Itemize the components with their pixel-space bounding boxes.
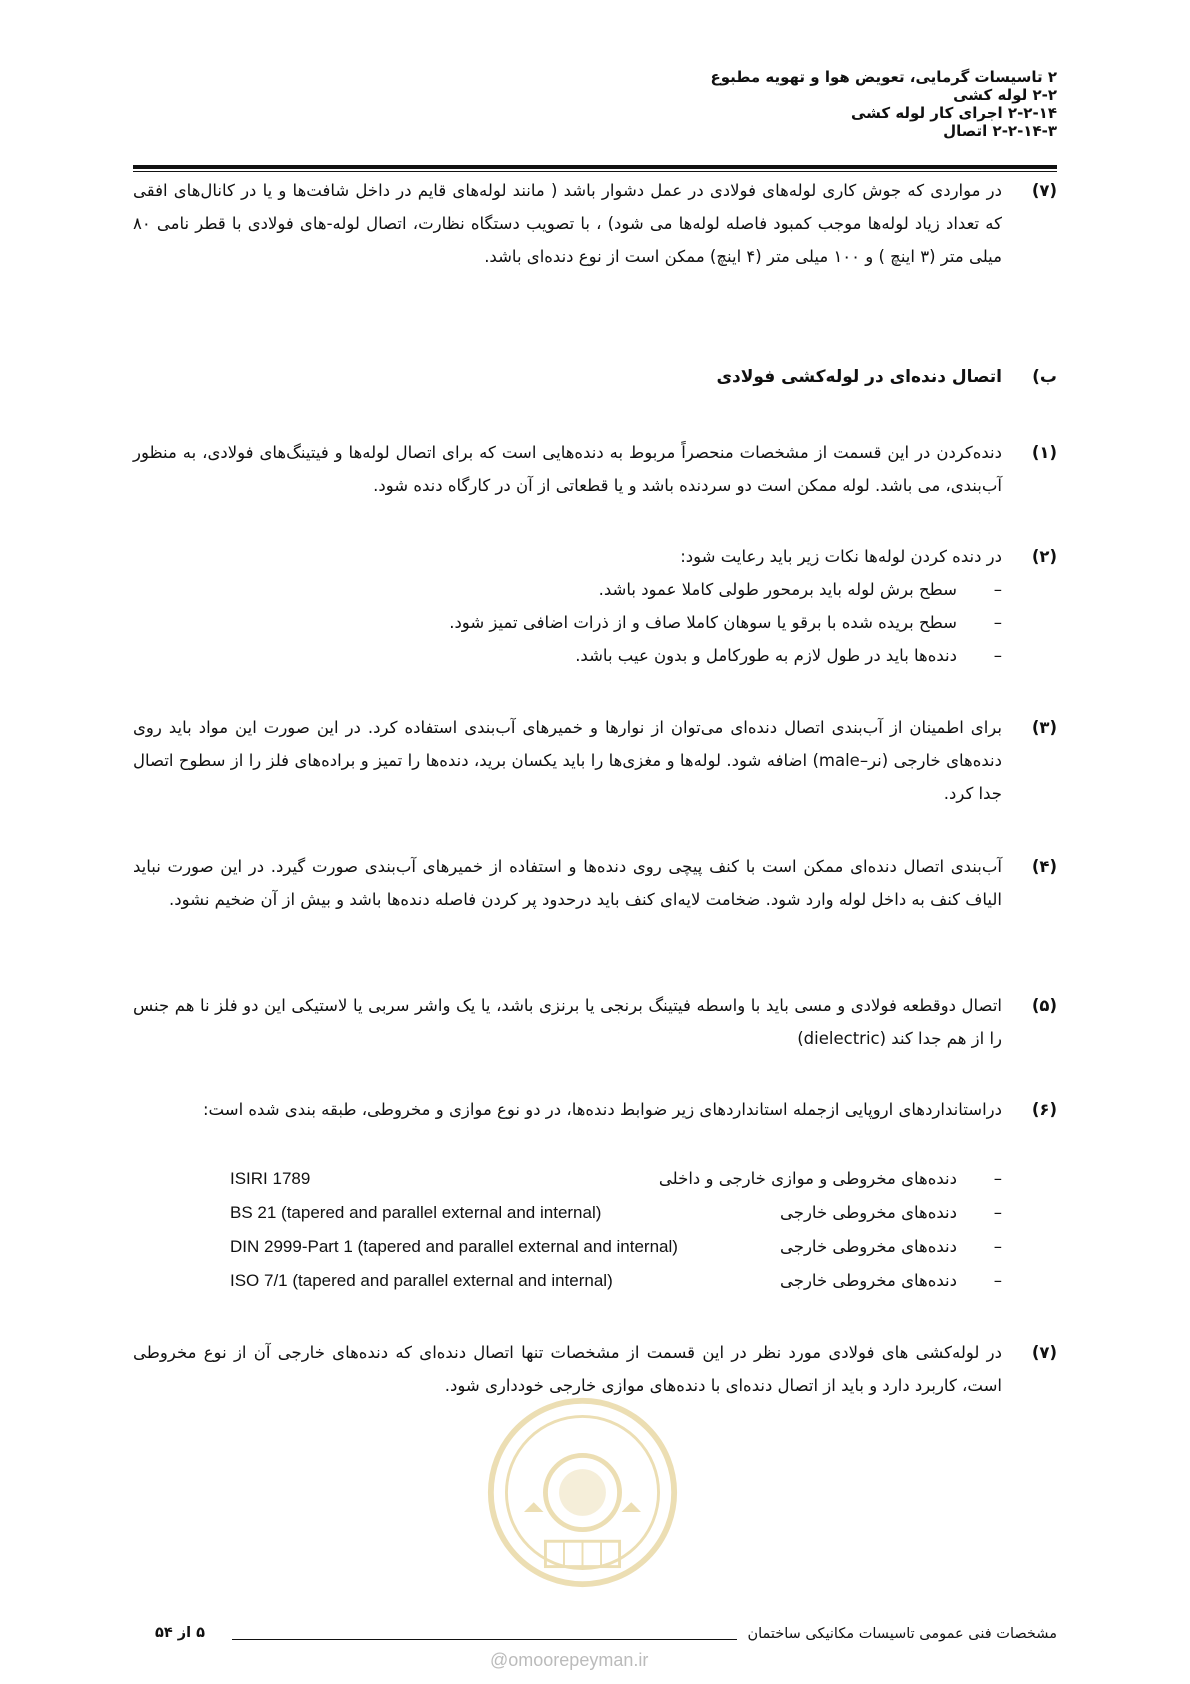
paragraph-number: (۵) bbox=[1031, 996, 1057, 1015]
paragraph-7 bbox=[133, 1336, 1057, 1402]
paragraph-1 bbox=[133, 436, 1057, 502]
header-line-4: ۲-۲-۱۴-۳ اتصال bbox=[943, 122, 1057, 140]
paragraph-number: (۳) bbox=[1031, 718, 1057, 737]
header-line-1: ۲ تاسیسات گرمایی، تعویض هوا و تهویه مطبوع bbox=[710, 68, 1057, 86]
standard-row: – دنده‌های مخروطی خارجی ISO 7/1 (tapered and parallel external and internal) bbox=[230, 1271, 1002, 1290]
footer-divider bbox=[232, 1639, 737, 1640]
paragraph-text: دراستانداردهای اروپایی ازجمله استانداردهای زیر ضوابط دنده‌ها، در دو نوع موازی و مخروطی، طبقه بندی شده است: bbox=[203, 1100, 1002, 1119]
standard-row: – دنده‌های مخروطی خارجی DIN 2999-Part 1 (tapered and parallel external and internal) bbox=[230, 1237, 1002, 1256]
standard-code: DIN 2999-Part 1 (tapered and parallel external and internal) bbox=[230, 1237, 678, 1256]
standard-description: دنده‌های مخروطی خارجی bbox=[780, 1203, 957, 1222]
paragraph-text: دنده‌کردن در این قسمت از مشخصات منحصراً مربوط به دنده‌هایی است که برای اتصال لوله‌ها و فیتینگ‌های فولادی، به منظور آب‌بندی، می باشد. لوله ممکن است دو سردنده باشد و یا قطعاتی از آن در کارگاه دنده شود. bbox=[133, 443, 1002, 495]
standard-row: – دنده‌های مخروطی خارجی BS 21 (tapered and parallel external and internal) bbox=[230, 1203, 1002, 1222]
standard-description: دنده‌های مخروطی خارجی bbox=[780, 1237, 957, 1256]
watermark-website: @omoorepeyman.ir bbox=[490, 1650, 649, 1670]
paragraph-7-top bbox=[133, 174, 1057, 273]
paragraph-text: برای اطمینان از آب‌بندی اتصال دنده‌ای می‌توان از نوارها و خمیرهای آب‌بندی استفاده کرد. در این صورت این مواد باید روی دنده‌های خارجی (نر–male) اضافه شود. لوله‌ها و مغزی‌ها را باید یکسان برید، دنده‌ها را تمیز و براده‌های فلز را از سطوح اتصال جدا کرد. bbox=[133, 718, 1002, 803]
paragraph-text: آب‌بندی اتصال دنده‌ای ممکن است با کنف پیچی روی دنده‌ها و استفاده از خمیرهای آب‌بندی صورت گیرد. در این صورت نباید الیاف کنف به داخل لوله وارد شود. ضخامت لایه‌ای کنف باید درحدود پر کردن فاصله دنده‌ها باشد و بیش از آن ضخیم نشود. bbox=[133, 857, 1002, 909]
footer-title: مشخصات فنی عمومی تاسیسات مکانیکی ساختمان bbox=[747, 1626, 1057, 1642]
standard-code: ISO 7/1 (tapered and parallel external and internal) bbox=[230, 1271, 613, 1290]
paragraph-6 bbox=[133, 1093, 1057, 1126]
watermark-seal-icon bbox=[485, 1395, 680, 1590]
paragraph-3 bbox=[133, 711, 1057, 810]
standard-row: – دنده‌های مخروطی و موازی خارجی و داخلی ISIRI 1789 bbox=[230, 1169, 1002, 1188]
section-title: اتصال دنده‌ای در لوله‌کشی فولادی bbox=[716, 367, 1002, 387]
standard-description: دنده‌های مخروطی خارجی bbox=[780, 1271, 957, 1290]
paragraph-number: (۷) bbox=[1031, 1343, 1057, 1362]
standard-description: دنده‌های مخروطی و موازی خارجی و داخلی bbox=[658, 1169, 957, 1188]
paragraph-number: (۴) bbox=[1031, 857, 1057, 876]
paragraph-text: اتصال دوقطعه فولادی و مسی باید با واسطه فیتینگ برنجی یا برنزی باشد، یا یک واشر سربی یا لاستیکی این دو فلز نا هم جنس را از هم جدا کند (dielectric) bbox=[133, 996, 1002, 1048]
page-number: ۵ از ۵۴ bbox=[155, 1625, 205, 1641]
bullet-item: – سطح برش لوله باید برمحور طولی کاملا عمود باشد. bbox=[598, 580, 1002, 599]
header-divider-thick bbox=[133, 165, 1057, 169]
paragraph-2 bbox=[133, 540, 1057, 573]
bullet-item: – دنده‌ها باید در طول لازم به طورکامل و بدون عیب باشد. bbox=[575, 646, 1002, 665]
paragraph-text: در لوله‌کشی های فولادی مورد نظر در این قسمت از مشخصات تنها اتصال دنده‌ای که دنده‌های خارجی آن از نوع مخروطی است، کاربرد دارد و باید از اتصال دنده‌ای با دنده‌های موازی خارجی خودداری شود. bbox=[133, 1343, 1002, 1395]
header-divider-thin bbox=[133, 171, 1057, 172]
paragraph-2-bullets bbox=[202, 573, 1002, 672]
paragraph-text: در دنده کردن لوله‌ها نکات زیر باید رعایت شود: bbox=[680, 547, 1002, 566]
standard-code: BS 21 (tapered and parallel external and internal) bbox=[230, 1203, 602, 1222]
paragraph-number: (۲) bbox=[1031, 547, 1057, 566]
header-line-2: ۲-۲ لوله کشی bbox=[953, 86, 1057, 104]
paragraph-number: (۱) bbox=[1031, 443, 1057, 462]
header-line-3: ۲-۲-۱۴ اجرای کار لوله کشی bbox=[850, 104, 1057, 122]
paragraph-5 bbox=[133, 989, 1057, 1055]
paragraph-text: در مواردی که جوش کاری لوله‌های فولادی در عمل دشوار باشد ( مانند لوله‌های قایم در داخل شافت‌ها و یا در کانال‌های افقی که تعداد زیاد لوله‌ها موجب کمبود فاصله لوله‌ها می شود) ، با تصویب دستگاه نظارت، اتصال لوله-های فولادی با قطر نامی ۸۰ میلی متر (۳ اینچ ) و ۱۰۰ میلی متر (۴ اینچ) ممکن است از نوع دنده‌ای باشد. bbox=[133, 181, 1002, 266]
page-header bbox=[457, 68, 1057, 140]
paragraph-4 bbox=[133, 850, 1057, 916]
bullet-item: – سطح بریده شده با برقو یا سوهان کاملا صاف و از ذرات اضافی تمیز شود. bbox=[449, 613, 1002, 632]
section-letter: ب) bbox=[1032, 367, 1057, 387]
standard-code: ISIRI 1789 bbox=[230, 1169, 311, 1188]
paragraph-number: (۶) bbox=[1031, 1100, 1057, 1119]
paragraph-number: (۷) bbox=[1031, 181, 1057, 200]
